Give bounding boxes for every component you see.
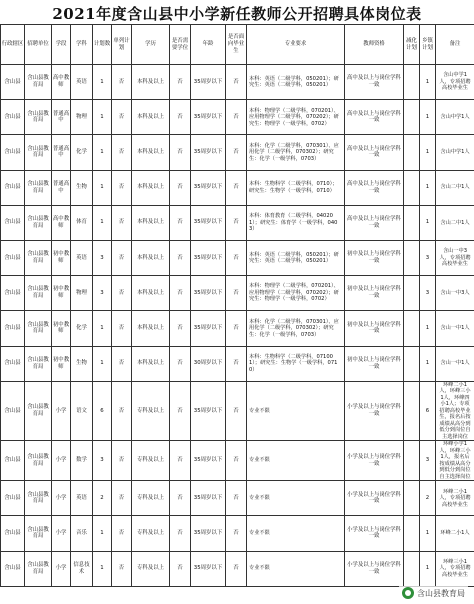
table-cell: 信息技术 bbox=[71, 551, 93, 586]
table-cell: 3 bbox=[93, 441, 112, 481]
page-title: 2021年度含山县中小学新任教师公开招聘具体岗位表 bbox=[52, 5, 422, 23]
table-cell bbox=[404, 276, 420, 311]
table-row bbox=[1, 135, 474, 170]
table-cell: 1 bbox=[93, 170, 112, 205]
table-cell bbox=[404, 240, 420, 275]
table-cell: 初中教师 bbox=[52, 311, 71, 346]
table-cell: 本科：生物科学（二级学科，071001）；研究生：生物学（一级学科，0710） bbox=[247, 346, 345, 381]
table-row bbox=[1, 100, 474, 135]
table-cell: 本科及以上 bbox=[132, 311, 170, 346]
table-cell: 含山中学1人，专项招聘高校毕业生 bbox=[436, 65, 474, 100]
table-cell: 普通高中 bbox=[52, 170, 71, 205]
table-cell: 专科及以上 bbox=[132, 551, 170, 586]
table-cell: 初中及以上与岗位学科一致 bbox=[345, 311, 404, 346]
table-cell: 专科及以上 bbox=[132, 381, 170, 441]
table-cell: 初中教师 bbox=[52, 240, 71, 275]
table-cell: 小学 bbox=[52, 441, 71, 481]
table-cell: 1 bbox=[93, 205, 112, 240]
table-cell: 含山县教育局 bbox=[25, 551, 52, 586]
table-cell: 本科及以上 bbox=[132, 170, 170, 205]
table-cell: 否 bbox=[226, 346, 247, 381]
table-cell: 含山县教育局 bbox=[25, 346, 52, 381]
table-cell: 1 bbox=[420, 65, 436, 100]
table-cell: 1 bbox=[420, 135, 436, 170]
table-row bbox=[1, 551, 474, 586]
table-cell: 环峰二小1人，环峰三小1人，环峰四小1人；专项招聘高校毕业生，报名后按成绩从高分到低分到岗位自主选择岗位 bbox=[436, 381, 474, 441]
table-cell: 含山县教育局 bbox=[25, 276, 52, 311]
table-cell: 普通高中 bbox=[52, 100, 71, 135]
table-cell: 英语 bbox=[71, 65, 93, 100]
table-cell: 含山县 bbox=[1, 276, 25, 311]
table-cell: 含山县 bbox=[1, 551, 25, 586]
table-cell: 本科及以上 bbox=[132, 240, 170, 275]
table-cell: 本科：物理学（二级学科，070201）、应用物理学（二级学科，070202）；研究生：物理学（一级学科，0702） bbox=[247, 100, 345, 135]
table-cell: 高中及以上与岗位学科一致 bbox=[345, 135, 404, 170]
table-cell: 否 bbox=[170, 170, 191, 205]
table-cell: 专业不限 bbox=[247, 481, 345, 516]
table-cell: 否 bbox=[112, 205, 132, 240]
table-cell: 6 bbox=[93, 381, 112, 441]
table-cell: 否 bbox=[226, 205, 247, 240]
table-cell: 否 bbox=[112, 516, 132, 551]
header-row bbox=[1, 25, 474, 65]
table-cell: 小学 bbox=[52, 516, 71, 551]
table-cell: 否 bbox=[112, 276, 132, 311]
table-cell: 专科及以上 bbox=[132, 481, 170, 516]
table-cell: 生物 bbox=[71, 170, 93, 205]
table-cell: 否 bbox=[226, 516, 247, 551]
table-cell bbox=[404, 346, 420, 381]
table-cell: 否 bbox=[112, 170, 132, 205]
table-cell: 物理 bbox=[71, 276, 93, 311]
table-cell: 35周岁以下 bbox=[191, 170, 226, 205]
table-cell: 否 bbox=[112, 381, 132, 441]
table-cell: 环峰小学1人，环峰三小1人，报名后按成绩从高分到低分到岗位自主选择岗位 bbox=[436, 441, 474, 481]
table-cell bbox=[404, 516, 420, 551]
table-cell: 初中及以上与岗位学科一致 bbox=[345, 346, 404, 381]
table-cell bbox=[404, 551, 420, 586]
table-cell: 含山一中1人 bbox=[436, 311, 474, 346]
table-cell: 含山县教育局 bbox=[25, 135, 52, 170]
table-cell: 数学 bbox=[71, 441, 93, 481]
column-header: 学科 bbox=[71, 25, 93, 65]
table-cell: 含山县 bbox=[1, 135, 25, 170]
table-cell: 否 bbox=[226, 170, 247, 205]
table-cell: 音乐 bbox=[71, 516, 93, 551]
wechat-channel-icon bbox=[402, 587, 414, 599]
table-cell: 专科及以上 bbox=[132, 516, 170, 551]
table-row bbox=[1, 481, 474, 516]
table-cell: 小学 bbox=[52, 481, 71, 516]
column-header: 是否需要学位 bbox=[170, 25, 191, 65]
table-cell: 环峰三小1人，专项招聘高校毕业生 bbox=[436, 551, 474, 586]
column-header: 教师资格 bbox=[345, 25, 404, 65]
table-cell bbox=[404, 135, 420, 170]
table-cell: 2 bbox=[93, 481, 112, 516]
table-cell: 含山县教育局 bbox=[25, 240, 52, 275]
table-cell: 否 bbox=[112, 65, 132, 100]
table-cell: 含山县教育局 bbox=[25, 441, 52, 481]
table-cell: 英语 bbox=[71, 240, 93, 275]
table-cell: 否 bbox=[226, 135, 247, 170]
table-row bbox=[1, 381, 474, 441]
table-cell: 含山县教育局 bbox=[25, 311, 52, 346]
table-cell: 含山县 bbox=[1, 65, 25, 100]
table-cell: 35周岁以下 bbox=[191, 135, 226, 170]
table-cell bbox=[404, 170, 420, 205]
table-cell: 否 bbox=[170, 276, 191, 311]
table-cell bbox=[404, 381, 420, 441]
table-cell: 1 bbox=[420, 100, 436, 135]
table-cell: 小学及以上与岗位学科一致 bbox=[345, 381, 404, 441]
table-cell: 1 bbox=[420, 346, 436, 381]
table-cell: 35周岁以下 bbox=[191, 100, 226, 135]
table-cell: 否 bbox=[226, 441, 247, 481]
table-cell: 否 bbox=[170, 441, 191, 481]
table-cell: 小学 bbox=[52, 381, 71, 441]
table-cell: 否 bbox=[170, 516, 191, 551]
watermark-text: 含山县教育局 bbox=[417, 588, 465, 598]
table-cell: 语文 bbox=[71, 381, 93, 441]
table-cell: 否 bbox=[170, 481, 191, 516]
table-cell: 含山县教育局 bbox=[25, 170, 52, 205]
table-cell: 否 bbox=[112, 135, 132, 170]
table-cell: 高中教师 bbox=[52, 65, 71, 100]
table-cell: 化学 bbox=[71, 311, 93, 346]
table-cell: 含山县 bbox=[1, 100, 25, 135]
table-cell: 1 bbox=[93, 135, 112, 170]
table-cell: 初中及以上与岗位学科一致 bbox=[345, 240, 404, 275]
table-cell: 否 bbox=[170, 65, 191, 100]
table-cell: 35周岁以下 bbox=[191, 551, 226, 586]
table-cell: 1 bbox=[93, 311, 112, 346]
table-cell: 3 bbox=[93, 276, 112, 311]
table-cell: 英语 bbox=[71, 481, 93, 516]
table-cell: 35周岁以下 bbox=[191, 441, 226, 481]
table-cell: 体育 bbox=[71, 205, 93, 240]
table-cell: 小学及以上与岗位学科一致 bbox=[345, 441, 404, 481]
table-cell bbox=[404, 441, 420, 481]
table-cell: 初中教师 bbox=[52, 276, 71, 311]
table-cell: 本科：英语（二级学科，050201）；研究生：英语（二级学科，050201） bbox=[247, 240, 345, 275]
table-cell: 高中及以上与岗位学科一致 bbox=[345, 100, 404, 135]
positions-table bbox=[0, 24, 474, 587]
table-body bbox=[1, 65, 474, 587]
table-row bbox=[1, 346, 474, 381]
table-row bbox=[1, 276, 474, 311]
table-cell: 否 bbox=[170, 551, 191, 586]
column-header: 计划数 bbox=[93, 25, 112, 65]
table-cell: 1 bbox=[420, 551, 436, 586]
table-cell: 初中及以上与岗位学科一致 bbox=[345, 276, 404, 311]
table-cell: 否 bbox=[112, 100, 132, 135]
table-cell: 3 bbox=[420, 276, 436, 311]
table-cell: 否 bbox=[226, 100, 247, 135]
table-cell: 否 bbox=[112, 551, 132, 586]
table-cell: 环峰二小1人 bbox=[436, 516, 474, 551]
column-header: 减化计划 bbox=[404, 25, 420, 65]
table-cell: 35周岁以下 bbox=[191, 516, 226, 551]
table-cell: 30周岁以下 bbox=[191, 346, 226, 381]
table-cell: 专业不限 bbox=[247, 441, 345, 481]
table-row bbox=[1, 516, 474, 551]
table-cell: 本科：物理学（二级学科，070201）、应用物理学（二级学科，070202）；研究生：物理学（一级学科，0702） bbox=[247, 276, 345, 311]
table-cell: 6 bbox=[420, 381, 436, 441]
table-cell: 含山一中1人 bbox=[436, 346, 474, 381]
table-cell: 3 bbox=[420, 240, 436, 275]
table-cell: 本科及以上 bbox=[132, 346, 170, 381]
table-cell: 专业不限 bbox=[247, 381, 345, 441]
table-cell: 本科：化学（二级学科，070301）、应用化学（二级学科，070302）；研究生：化学（一级学科，0703） bbox=[247, 135, 345, 170]
table-cell: 初中教师 bbox=[52, 346, 71, 381]
table-cell: 否 bbox=[226, 65, 247, 100]
table-cell: 含山二中1人 bbox=[436, 170, 474, 205]
column-header: 备注 bbox=[436, 25, 474, 65]
table-cell: 小学及以上与岗位学科一致 bbox=[345, 516, 404, 551]
table-cell: 含山中学1人 bbox=[436, 135, 474, 170]
table-cell: 2 bbox=[420, 481, 436, 516]
table-cell: 本科及以上 bbox=[132, 205, 170, 240]
table-cell: 环峰二小1人，专项招聘高校毕业生 bbox=[436, 481, 474, 516]
table-cell: 含山一中3人，专项招聘高校毕业生 bbox=[436, 240, 474, 275]
table-cell: 化学 bbox=[71, 135, 93, 170]
table-cell: 本科及以上 bbox=[132, 100, 170, 135]
table-cell: 1 bbox=[93, 65, 112, 100]
table-cell bbox=[404, 205, 420, 240]
table-cell: 否 bbox=[112, 311, 132, 346]
watermark bbox=[399, 586, 468, 600]
table-cell: 含山县 bbox=[1, 381, 25, 441]
table-cell: 本科：体育教育（二级学科，040201）；研究生：体育学（一级学科，0403） bbox=[247, 205, 345, 240]
table-cell: 1 bbox=[93, 100, 112, 135]
table-cell: 本科：化学（二级学科，070301）、应用化学（二级学科，070302）；研究生：化学（一级学科，0703） bbox=[247, 311, 345, 346]
table-cell: 含山县 bbox=[1, 481, 25, 516]
table-cell: 否 bbox=[226, 311, 247, 346]
table-cell: 否 bbox=[112, 240, 132, 275]
table-cell: 含山县教育局 bbox=[25, 381, 52, 441]
table-cell: 本科及以上 bbox=[132, 65, 170, 100]
table-cell: 否 bbox=[170, 311, 191, 346]
table-cell: 否 bbox=[170, 205, 191, 240]
table-cell: 生物 bbox=[71, 346, 93, 381]
table-cell: 普通高中 bbox=[52, 135, 71, 170]
column-header: 招聘单位 bbox=[25, 25, 52, 65]
table-cell: 1 bbox=[93, 551, 112, 586]
table-cell: 1 bbox=[420, 311, 436, 346]
table-cell: 1 bbox=[93, 516, 112, 551]
table-cell: 本科及以上 bbox=[132, 276, 170, 311]
table-cell: 1 bbox=[420, 170, 436, 205]
table-cell: 高中及以上与岗位学科一致 bbox=[345, 205, 404, 240]
column-header: 行政辖区 bbox=[1, 25, 25, 65]
table-cell: 否 bbox=[112, 441, 132, 481]
table-cell: 小学 bbox=[52, 551, 71, 586]
table-cell: 35周岁以下 bbox=[191, 311, 226, 346]
table-cell: 3 bbox=[93, 240, 112, 275]
table-cell: 1 bbox=[93, 346, 112, 381]
table-cell: 高中及以上与岗位学科一致 bbox=[345, 170, 404, 205]
table-cell: 含山县 bbox=[1, 441, 25, 481]
column-header: 专业要求 bbox=[247, 25, 345, 65]
table-cell: 否 bbox=[112, 481, 132, 516]
table-cell: 1 bbox=[420, 205, 436, 240]
table-cell: 35周岁以下 bbox=[191, 205, 226, 240]
table-cell: 物理 bbox=[71, 100, 93, 135]
table-row bbox=[1, 65, 474, 100]
table-cell: 含山县教育局 bbox=[25, 516, 52, 551]
table-cell: 否 bbox=[226, 551, 247, 586]
table-cell: 含山县 bbox=[1, 240, 25, 275]
table-row bbox=[1, 311, 474, 346]
table-cell: 本科：生物科学（二级学科，0710）；研究生：生物学（一级学科，0710） bbox=[247, 170, 345, 205]
table-cell: 否 bbox=[170, 135, 191, 170]
column-header: 年龄 bbox=[191, 25, 226, 65]
table-row bbox=[1, 205, 474, 240]
column-header: 是否面向毕业生 bbox=[226, 25, 247, 65]
table-cell: 专业不限 bbox=[247, 516, 345, 551]
table-cell: 含山中学1人 bbox=[436, 100, 474, 135]
table-cell: 否 bbox=[170, 240, 191, 275]
column-header: 单列计划 bbox=[112, 25, 132, 65]
column-header: 学历 bbox=[132, 25, 170, 65]
table-cell: 专科及以上 bbox=[132, 441, 170, 481]
table-cell: 35周岁以下 bbox=[191, 481, 226, 516]
table-cell: 含山县 bbox=[1, 205, 25, 240]
table-cell: 本科：英语（二级学科，050201）；研究生：英语（二级学科，050201） bbox=[247, 65, 345, 100]
table-cell: 否 bbox=[226, 481, 247, 516]
table-cell: 3 bbox=[420, 441, 436, 481]
table-cell: 高中及以上与岗位学科一致 bbox=[345, 65, 404, 100]
table-cell: 含山二中1人 bbox=[436, 205, 474, 240]
table-row bbox=[1, 170, 474, 205]
table-cell: 否 bbox=[170, 100, 191, 135]
table-cell: 否 bbox=[226, 381, 247, 441]
table-cell: 含山县 bbox=[1, 346, 25, 381]
table-cell: 含山县 bbox=[1, 170, 25, 205]
table-cell: 小学及以上与岗位学科一致 bbox=[345, 481, 404, 516]
table-cell bbox=[404, 481, 420, 516]
table-cell bbox=[404, 65, 420, 100]
table-cell bbox=[404, 100, 420, 135]
table-cell: 否 bbox=[226, 240, 247, 275]
table-cell bbox=[404, 311, 420, 346]
table-cell: 否 bbox=[170, 381, 191, 441]
table-cell: 35周岁以下 bbox=[191, 276, 226, 311]
table-cell: 专业不限 bbox=[247, 551, 345, 586]
table-row bbox=[1, 441, 474, 481]
table-cell: 含山县 bbox=[1, 516, 25, 551]
table-cell: 否 bbox=[170, 346, 191, 381]
table-cell: 含山一中3人 bbox=[436, 276, 474, 311]
column-header: 乡镇计划 bbox=[420, 25, 436, 65]
table-cell: 含山县教育局 bbox=[25, 65, 52, 100]
table-cell: 35周岁以下 bbox=[191, 240, 226, 275]
table-cell: 本科及以上 bbox=[132, 135, 170, 170]
table-cell: 小学及以上与岗位学科一致 bbox=[345, 551, 404, 586]
table-cell: 含山县教育局 bbox=[25, 205, 52, 240]
table-row bbox=[1, 240, 474, 275]
table-cell: 否 bbox=[112, 346, 132, 381]
table-cell: 否 bbox=[226, 276, 247, 311]
table-cell: 35周岁以下 bbox=[191, 65, 226, 100]
table-cell: 1 bbox=[420, 516, 436, 551]
table-cell: 高中教师 bbox=[52, 205, 71, 240]
column-header: 学段 bbox=[52, 25, 71, 65]
table-cell: 含山县教育局 bbox=[25, 481, 52, 516]
table-cell: 含山县教育局 bbox=[25, 100, 52, 135]
table-cell: 35周岁以下 bbox=[191, 381, 226, 441]
table-cell: 含山县 bbox=[1, 311, 25, 346]
